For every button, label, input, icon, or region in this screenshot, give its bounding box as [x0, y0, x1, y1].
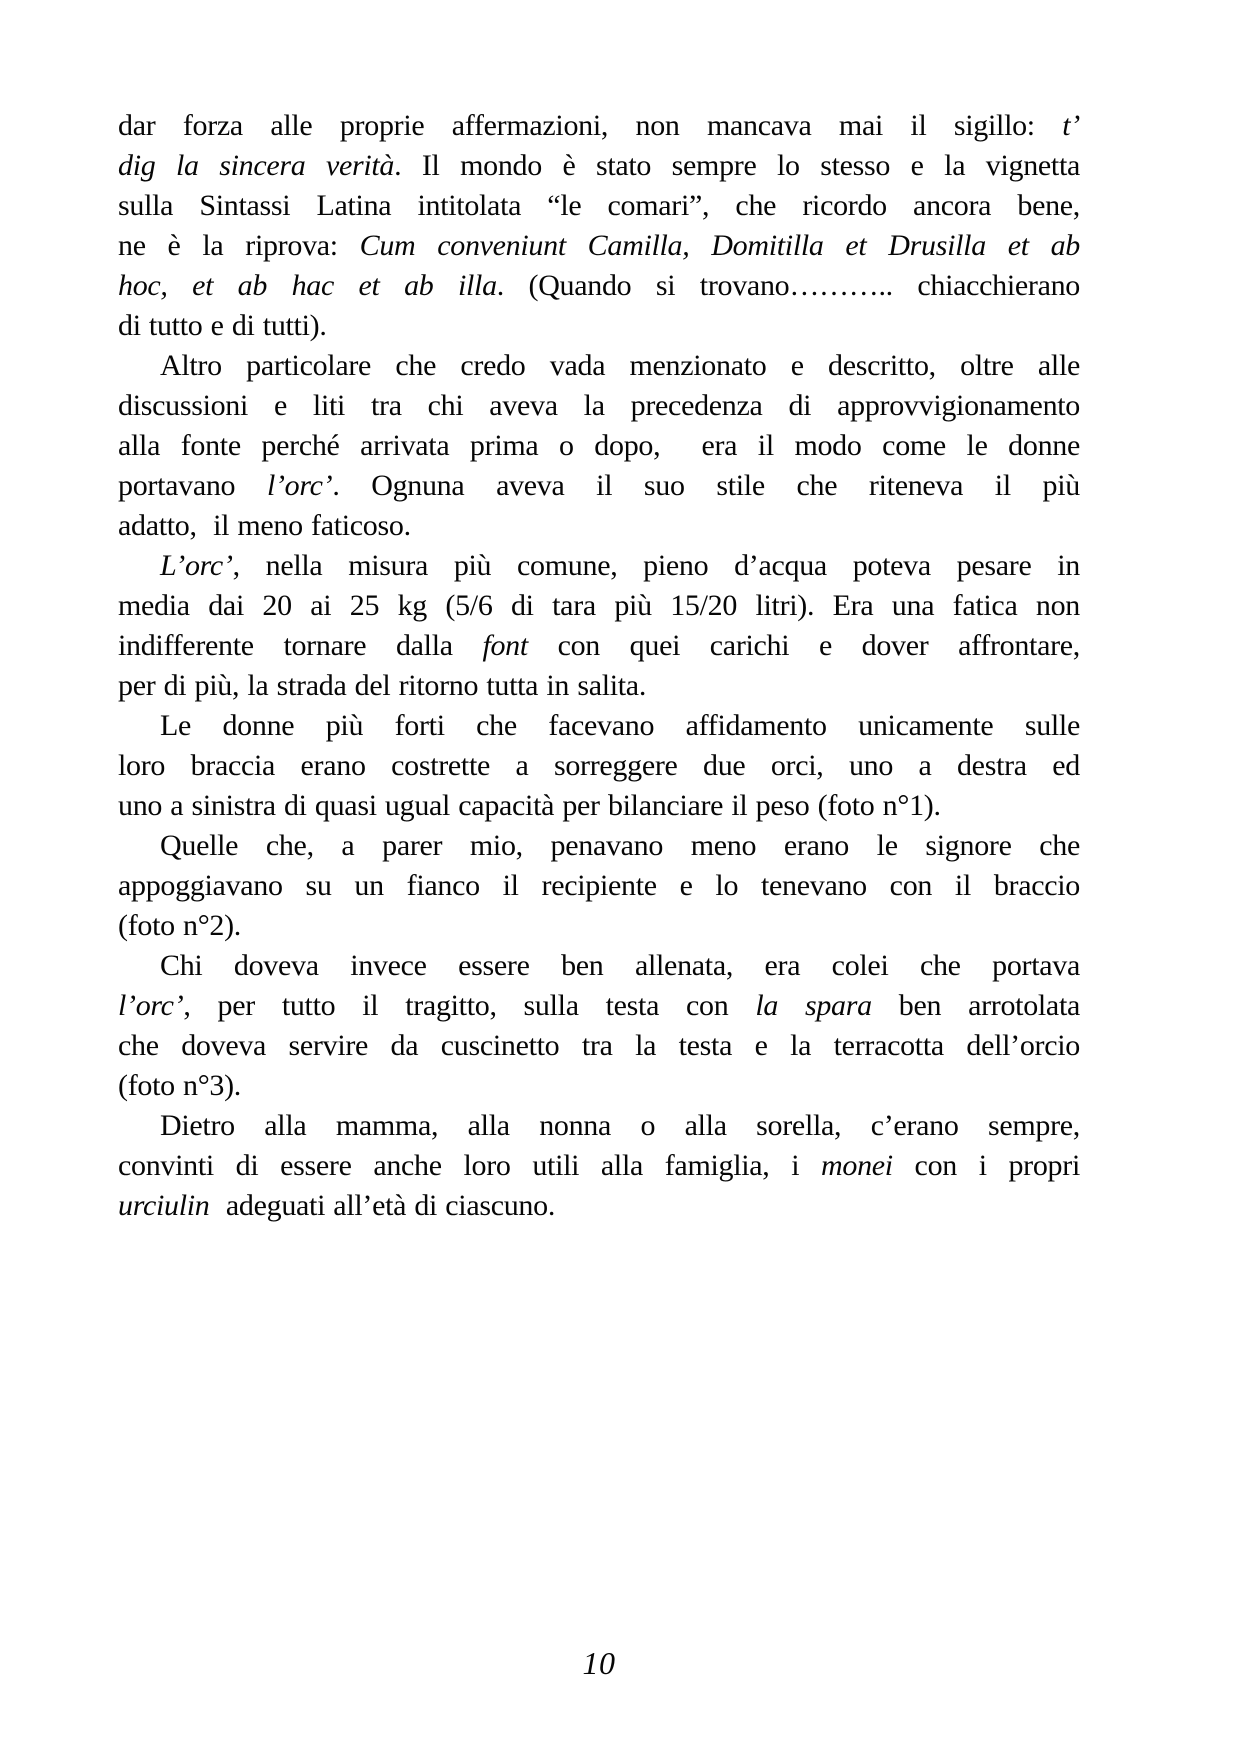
text-run: media dai 20 ai 25 kg (5/6 di tara più 15/20 litri). Era una fatica non — [118, 589, 1080, 622]
text-line — [118, 306, 1080, 346]
text-line — [118, 1026, 1080, 1066]
paragraph-1 — [118, 106, 1080, 346]
text-run: Altro particolare che credo vada menzionato e descritto, oltre alle — [160, 349, 1080, 382]
italic-run: L’orc’ — [160, 549, 233, 582]
text-block — [118, 106, 1080, 1226]
text-run: Chi doveva invece essere ben allenata, era colei che portava — [160, 949, 1080, 982]
text-line — [118, 426, 1080, 466]
text-line — [118, 1106, 1080, 1146]
paragraph-3 — [118, 546, 1080, 706]
text-line — [118, 386, 1080, 426]
text-line — [118, 666, 1080, 706]
text-line — [118, 906, 1080, 946]
paragraph-5 — [118, 826, 1080, 946]
text-run: convinti di essere anche loro utili alla famiglia, i — [118, 1149, 821, 1182]
text-run: ben arrotolata — [871, 989, 1081, 1022]
page-number: 10 — [582, 1645, 616, 1681]
text-run: Quelle che, a parer mio, penavano meno erano le signore che — [160, 829, 1080, 862]
text-line — [118, 266, 1080, 306]
text-run: loro braccia erano costrette a sorreggere due orci, uno a destra ed — [118, 749, 1080, 782]
text-run: adatto, il meno faticoso. — [118, 509, 411, 542]
italic-run: t’ — [1062, 109, 1080, 142]
italic-run: la spara — [755, 989, 872, 1022]
text-run: . Ognuna aveva il suo stile che riteneva il più — [332, 469, 1080, 502]
text-run: adeguati all’età di ciascuno. — [209, 1189, 556, 1222]
text-run: con quei carichi e dover affrontare, — [527, 629, 1081, 662]
text-run: portavano — [118, 469, 267, 502]
text-line — [118, 946, 1080, 986]
text-line — [118, 786, 1080, 826]
italic-run: hoc, et ab hac et ab illa — [118, 269, 497, 302]
italic-run: l’orc’ — [266, 469, 333, 502]
text-line — [118, 466, 1080, 506]
paragraph-2 — [118, 346, 1080, 546]
text-line — [118, 186, 1080, 226]
text-line — [118, 106, 1080, 146]
text-line — [118, 626, 1080, 666]
text-line — [118, 986, 1080, 1026]
text-run: di tutto e di tutti). — [118, 309, 327, 342]
text-run: , nella misura più comune, pieno d’acqua poteva pesare in — [232, 549, 1080, 582]
text-run: . (Quando si trovano……….. chiacchierano — [496, 269, 1081, 302]
text-run: . Il mondo è stato sempre lo stesso e la vignetta — [394, 149, 1080, 182]
italic-run: font — [482, 629, 528, 662]
text-line — [118, 226, 1080, 266]
text-line — [118, 346, 1080, 386]
text-line — [118, 826, 1080, 866]
text-line — [118, 866, 1080, 906]
text-run: con i propri — [892, 1149, 1080, 1182]
text-line — [118, 1146, 1080, 1186]
text-run: sulla Sintassi Latina intitolata “le comari”, che ricordo ancora bene, — [118, 189, 1080, 222]
text-line — [118, 546, 1080, 586]
italic-run: urciulin — [118, 1189, 210, 1222]
italic-run: Cum conveniunt Camilla, Domitilla et Drusilla et ab — [359, 229, 1080, 262]
text-line — [118, 1066, 1080, 1106]
text-line — [118, 586, 1080, 626]
italic-run: monei — [821, 1149, 893, 1182]
text-run: (foto n°3). — [118, 1069, 242, 1102]
text-run: ne è la riprova: — [118, 229, 360, 262]
paragraph-6 — [118, 946, 1080, 1106]
italic-run: dig la sincera verità — [118, 149, 395, 182]
paragraph-7 — [118, 1106, 1080, 1226]
text-run: , per tutto il tragitto, sulla testa con — [183, 989, 756, 1022]
text-run: uno a sinistra di quasi ugual capacità per bilanciare il peso (foto n°1). — [118, 789, 941, 822]
text-run: appoggiavano su un fianco il recipiente e lo tenevano con il braccio — [118, 869, 1080, 902]
text-run: discussioni e liti tra chi aveva la precedenza di approvvigionamento — [118, 389, 1080, 422]
italic-run: l’orc’ — [118, 989, 184, 1022]
text-run: che doveva servire da cuscinetto tra la testa e la terracotta dell’orcio — [118, 1029, 1080, 1062]
text-run: indifferente tornare dalla — [118, 629, 483, 662]
text-run: dar forza alle proprie affermazioni, non mancava mai il sigillo: — [118, 109, 1063, 142]
text-line — [118, 746, 1080, 786]
text-run: (foto n°2). — [118, 909, 242, 942]
text-run: per di più, la strada del ritorno tutta in salita. — [118, 669, 647, 702]
text-line — [118, 1186, 1080, 1226]
text-run: Le donne più forti che facevano affidamento unicamente sulle — [160, 709, 1080, 742]
text-line — [118, 146, 1080, 186]
paragraph-4 — [118, 706, 1080, 826]
text-run: Dietro alla mamma, alla nonna o alla sorella, c’erano sempre, — [160, 1109, 1080, 1142]
text-line — [118, 506, 1080, 546]
text-line — [118, 706, 1080, 746]
text-run: alla fonte perché arrivata prima o dopo, era il modo come le donne — [118, 429, 1080, 462]
